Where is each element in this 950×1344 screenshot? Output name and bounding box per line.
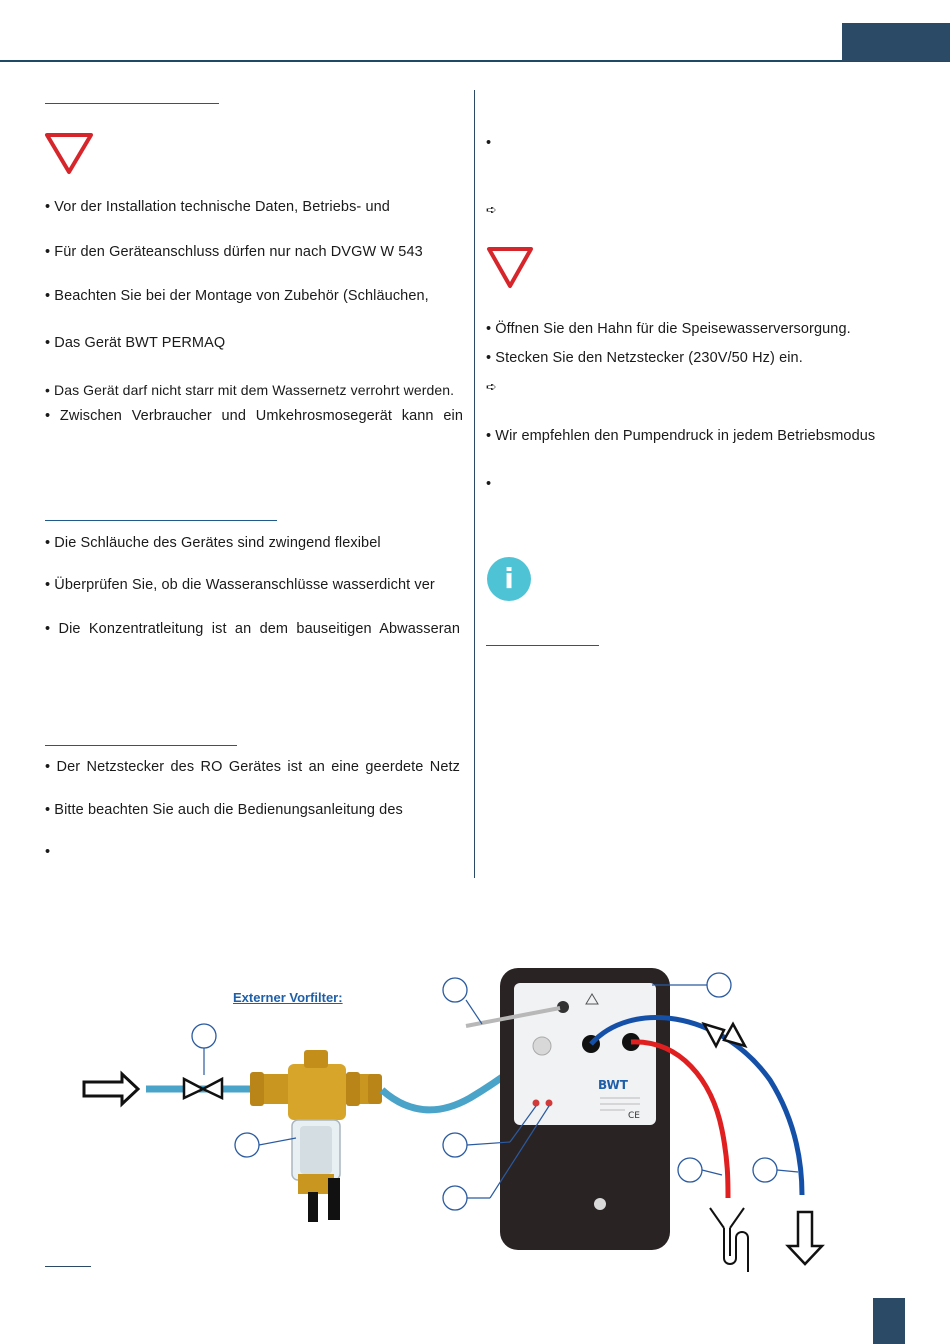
bullet-check-watertight: • Überprüfen Sie, ob die Wasseranschlüsse wasserdicht ver <box>45 577 435 593</box>
bullet-plug-in: • Stecken Sie den Netzstecker (230V/50 Hz) ein. <box>486 350 803 366</box>
header-rule <box>0 60 950 62</box>
section-heading-rule-2 <box>45 520 277 521</box>
bullet-between-consumer: • Zwischen Verbraucher und Umkehrosmosegerät kann ein <box>45 408 463 424</box>
ce-mark: CE <box>628 1111 640 1121</box>
arrow-marker-1: ➪ <box>486 202 497 217</box>
outflow-arrow-icon <box>788 1212 822 1264</box>
shutoff-valve-icon <box>184 1079 222 1098</box>
drain-siphon-icon <box>710 1208 748 1272</box>
arrow-marker-2: ➪ <box>486 379 497 394</box>
prefilter-icon <box>250 1050 382 1222</box>
footer-tab <box>873 1298 905 1344</box>
column-divider <box>474 90 475 878</box>
bullet-empty: • <box>45 844 51 860</box>
bullet-dvgw: • Für den Geräteanschluss dürfen nur nach DVGW W 543 <box>45 244 423 260</box>
header-tab <box>842 23 950 61</box>
bullet-right-top: • <box>486 135 492 151</box>
info-icon: i <box>487 557 531 601</box>
bullet-accessories: • Beachten Sie bei der Montage von Zubehör (Schläuchen, <box>45 288 429 304</box>
bullet-power-plug: • Der Netzstecker des RO Gerätes ist an eine geerdete Netz <box>45 759 460 775</box>
inflow-arrow-icon <box>84 1074 138 1104</box>
bullet-operating-manual: • Bitte beachten Sie auch die Bedienungsanleitung des <box>45 802 403 818</box>
ro-device-housing <box>500 968 670 1250</box>
footnote-rule <box>45 1266 91 1267</box>
brand-logo: BWT <box>598 1078 628 1092</box>
section-heading-rule-4 <box>486 645 599 646</box>
bullet-device-permaq: • Das Gerät BWT PERMAQ <box>45 335 226 351</box>
bullet-pump-pressure: • Wir empfehlen den Pumpendruck in jedem Betriebsmodus <box>486 428 876 444</box>
warning-triangle-icon <box>44 132 94 176</box>
bullet-right-empty: • <box>486 476 492 492</box>
installation-diagram <box>0 950 950 1290</box>
section-heading-rule-3 <box>45 745 237 746</box>
section-heading-rule-1 <box>45 103 219 104</box>
bullet-not-rigid: • Das Gerät darf nicht starr mit dem Wassernetz verrohrt werden. <box>45 382 455 398</box>
bullet-open-tap: • Öffnen Sie den Hahn für die Speisewasserversorgung. <box>486 321 851 337</box>
external-prefilter-caption: Externer Vorfilter: <box>233 990 343 1005</box>
bullet-concentrate-line: • Die Konzentratleitung ist an dem bauseitigen Abwasseran <box>45 621 460 637</box>
bullet-hoses-flexible: • Die Schläuche des Gerätes sind zwingend flexibel <box>45 535 381 551</box>
bullet-installation-data: • Vor der Installation technische Daten, Betriebs- und <box>45 199 390 215</box>
warning-triangle-icon <box>486 246 534 290</box>
